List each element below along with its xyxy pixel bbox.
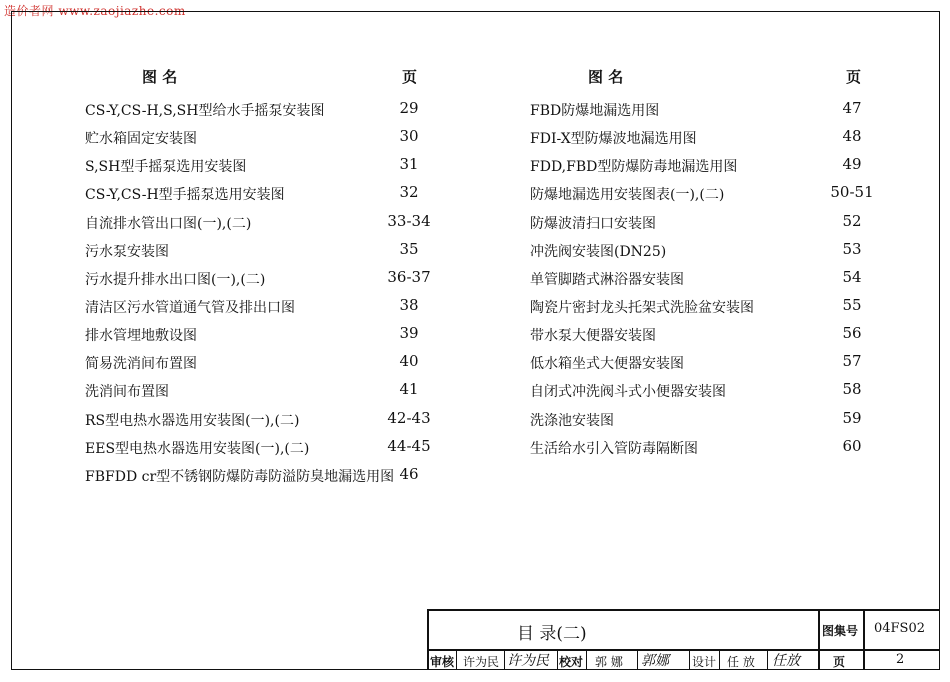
left-entry-name: S,SH型手摇泵选用安装图 — [85, 159, 247, 175]
page-number: 2 — [896, 652, 905, 667]
left-entry-name: 清洁区污水管道通气管及排出口图 — [85, 300, 295, 316]
drawing-title: 目 录(二) — [517, 624, 587, 644]
right-entry-name: 自闭式冲洗阀斗式小便器安装图 — [530, 384, 726, 400]
right-entry-page: 53 — [842, 240, 862, 258]
page-label: 页 — [833, 655, 846, 669]
left-name-header: 图 名 — [142, 68, 178, 86]
left-entry-page: 41 — [399, 380, 419, 398]
left-entry-name: EES型电热水器选用安装图(一),(二) — [85, 441, 310, 457]
atlas-label: 图集号 — [822, 624, 859, 638]
left-entry-page: 38 — [399, 296, 419, 314]
left-entry-name: 污水提升排水出口图(一),(二) — [85, 272, 266, 288]
right-entry-name: 生活给水引入管防毒隔断图 — [530, 441, 698, 457]
right-entry-name: 单管脚踏式淋浴器安装图 — [530, 272, 684, 288]
right-entry-page: 49 — [842, 155, 862, 173]
left-entry-page: 30 — [399, 127, 419, 145]
left-entry-name: CS-Y,CS-H型手摇泵选用安装图 — [85, 187, 285, 203]
right-entry-page: 50-51 — [830, 183, 874, 201]
right-entry-name: 洗涤池安装图 — [530, 413, 614, 429]
left-entry-name: 简易洗消间布置图 — [85, 356, 197, 372]
designer-signature: 任放 — [772, 653, 800, 669]
left-entry-page: 35 — [399, 240, 419, 258]
right-entry-name: 带水泵大便器安装图 — [530, 328, 656, 344]
right-name-header: 图 名 — [588, 68, 624, 86]
left-entry-name: RS型电热水器选用安装图(一),(二) — [85, 413, 300, 429]
right-entry-page: 60 — [842, 437, 862, 455]
checker-name: 郭 娜 — [595, 655, 623, 669]
right-entry-page: 52 — [842, 212, 862, 230]
left-entry-name: 贮水箱固定安装图 — [85, 131, 197, 147]
left-entry-page: 36-37 — [387, 268, 431, 286]
left-page-header: 页 — [402, 68, 418, 86]
right-entry-name: 陶瓷片密封龙头托架式洗脸盆安装图 — [530, 300, 754, 316]
right-entry-name: FBD防爆地漏选用图 — [530, 103, 660, 119]
left-entry-page: 40 — [399, 352, 419, 370]
right-entry-page: 54 — [842, 268, 862, 286]
atlas-number: 04FS02 — [874, 621, 926, 636]
check-label: 校对 — [559, 655, 584, 669]
checker-signature: 郭娜 — [641, 653, 669, 669]
left-entry-page: 42-43 — [387, 409, 431, 427]
right-entry-name: 冲洗阀安装图(DN25) — [530, 244, 667, 260]
right-entry-page: 59 — [842, 409, 862, 427]
left-entry-page: 32 — [399, 183, 419, 201]
right-entry-page: 58 — [842, 380, 862, 398]
left-entry-name: FBFDD cr型不锈钢防爆防毒防溢防臭地漏选用图 — [85, 469, 395, 485]
right-entry-page: 48 — [842, 127, 862, 145]
right-entry-name: 防爆波清扫口安装图 — [530, 216, 656, 232]
title-block — [427, 609, 940, 670]
review-label: 审核 — [430, 655, 455, 669]
reviewer-name: 许为民 — [463, 655, 500, 669]
watermark: 造价者网 www.zaojiazhe.com — [4, 4, 186, 18]
designer-name: 任 放 — [727, 655, 755, 669]
right-entry-page: 55 — [842, 296, 862, 314]
right-entry-page: 47 — [842, 99, 862, 117]
right-entry-page: 57 — [842, 352, 862, 370]
left-entry-name: 自流排水管出口图(一),(二) — [85, 216, 252, 232]
left-entry-name: 排水管埋地敷设图 — [85, 328, 197, 344]
reviewer-signature: 许为民 — [507, 653, 549, 669]
design-label: 设计 — [692, 655, 717, 669]
left-entry-name: 污水泵安装图 — [85, 244, 169, 260]
left-entry-name: 洗消间布置图 — [85, 384, 169, 400]
left-entry-name: CS-Y,CS-H,S,SH型给水手摇泵安装图 — [85, 103, 325, 119]
right-page-header: 页 — [846, 68, 862, 86]
right-entry-name: 防爆地漏选用安装图表(一),(二) — [530, 187, 725, 203]
right-entry-name: 低水箱坐式大便器安装图 — [530, 356, 684, 372]
right-entry-page: 56 — [842, 324, 862, 342]
left-entry-page: 44-45 — [387, 437, 431, 455]
right-entry-name: FDD,FBD型防爆防毒地漏选用图 — [530, 159, 738, 175]
left-entry-page: 39 — [399, 324, 419, 342]
left-entry-page: 46 — [399, 465, 419, 483]
right-entry-name: FDI-X型防爆波地漏选用图 — [530, 131, 697, 147]
left-entry-page: 31 — [399, 155, 419, 173]
left-entry-page: 33-34 — [387, 212, 431, 230]
left-entry-page: 29 — [399, 99, 419, 117]
